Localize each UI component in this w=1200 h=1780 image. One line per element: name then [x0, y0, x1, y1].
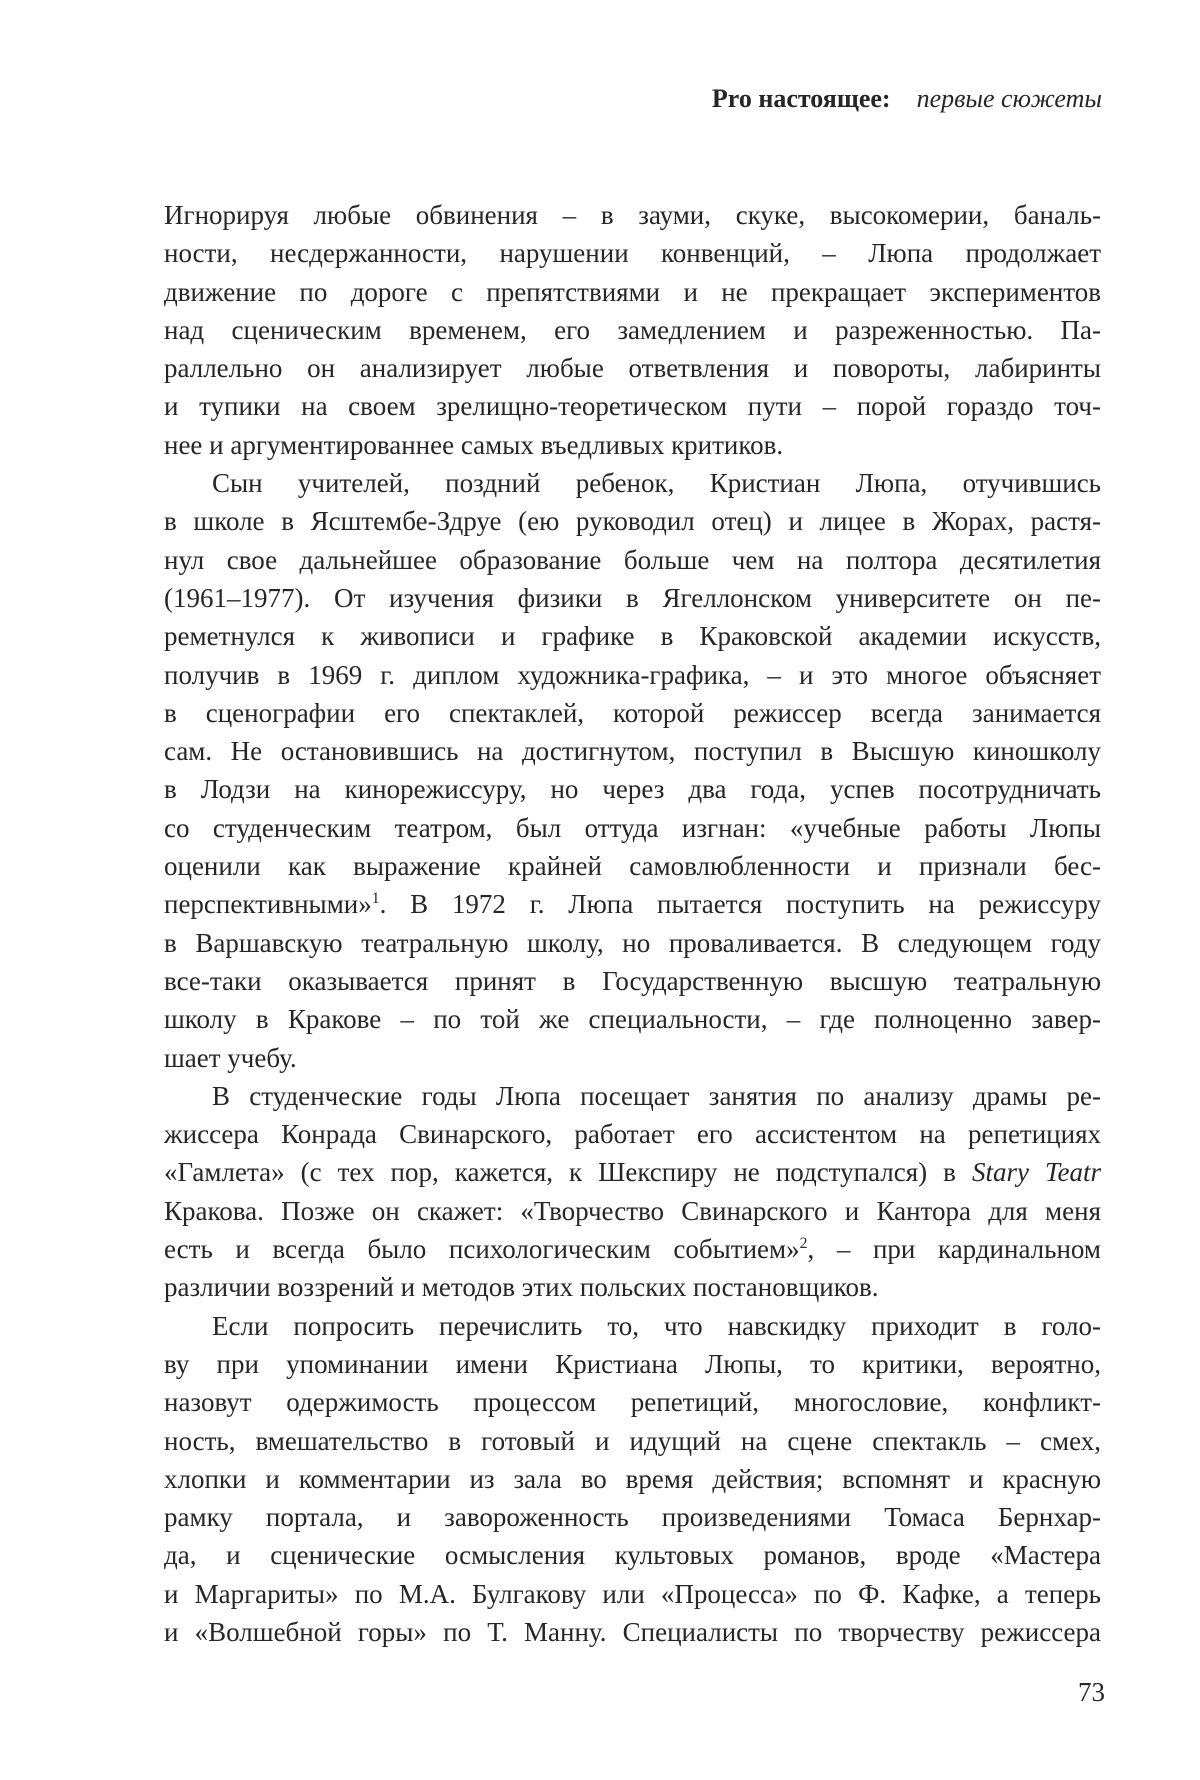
text-line: [164, 234, 1101, 272]
text-line: [164, 847, 1101, 885]
text-segment: есть и всегда было психологическим событием»: [164, 1234, 800, 1265]
text-line: [164, 311, 1101, 349]
text-line: [164, 732, 1101, 770]
text-segment: ность, вмешательство в готовый и идущий на сцене спектакль – смех,: [164, 1425, 1101, 1456]
text-segment: в сценографии его спектаклей, которой режиссер всегда занимается: [164, 697, 1101, 728]
paragraph: [164, 1077, 1101, 1307]
text-line: [164, 809, 1101, 847]
text-segment: Сын учителей, поздний ребенок, Кристиан Люпа, отучившись: [212, 468, 1101, 499]
text-line: [164, 656, 1101, 694]
text-line: [164, 962, 1101, 1000]
paragraph: [164, 464, 1101, 1077]
text-segment: сам. Не остановившись на достигнутом, поступил в Высшую киношколу: [164, 736, 1101, 767]
text-line: [164, 1422, 1101, 1460]
page-text: [164, 196, 1101, 1651]
text-segment: нул свое дальнейшее образование больше чем на полтора десятилетия: [164, 544, 1101, 575]
text-segment: Кракова. Позже он скажет: «Творчество Свинарского и Кантора для меня: [164, 1195, 1101, 1226]
text-segment: нее и аргументированнее самых въедливых критиков.: [164, 429, 784, 460]
text-segment: хлопки и комментарии из зала во время действия; вспомнят и красную: [164, 1463, 1101, 1494]
text-segment: движение по дороге с препятствиями и не прекращает экспериментов: [164, 276, 1101, 307]
text-line: [164, 1575, 1101, 1613]
paragraph: [164, 1307, 1101, 1652]
text-line: [164, 1536, 1101, 1574]
text-line: [164, 196, 1101, 234]
running-header: [712, 84, 1102, 114]
text-segment: «Гамлета» (с тех пор, кажется, к Шекспиру не подступался) в: [164, 1157, 972, 1188]
text-segment: . В 1972 г. Люпа пытается поступить на режиссуру: [379, 889, 1101, 920]
running-header-series: Pro настоящее:: [711, 84, 891, 113]
text-line: [164, 349, 1101, 387]
text-segment: получив в 1969 г. диплом художника-графика, – и это многое объясняет: [164, 659, 1101, 690]
text-segment: перспективными»: [164, 889, 372, 920]
text-segment: шает учебу.: [164, 1042, 297, 1073]
text-line: [164, 1307, 1101, 1345]
text-segment: жиссера Конрада Свинарского, работает его ассистентом на репетициях: [164, 1119, 1101, 1150]
text-line: [164, 694, 1101, 732]
text-segment: В студенческие годы Люпа посещает занятия по анализу драмы ре-: [212, 1080, 1101, 1111]
text-line: [164, 1230, 1101, 1268]
text-line: [164, 1345, 1101, 1383]
text-segment: ву при упоминании имени Кристиана Люпы, то критики, вероятно,: [164, 1348, 1101, 1379]
text-segment: над сценическим временем, его замедлением и разреженностью. Па-: [164, 314, 1101, 345]
text-segment: в школе в Ясштембе-Здруе (ею руководил отец) и лицее в Жорах, растя-: [164, 506, 1101, 537]
text-segment: назовут одержимость процессом репетиций, многословие, конфликт-: [164, 1387, 1101, 1418]
text-segment: различии воззрений и методов этих польских постановщиков.: [164, 1272, 879, 1303]
text-line: [164, 1192, 1101, 1230]
text-segment: рамку портала, и завороженность произведениями Томаса Бернхар-: [164, 1502, 1101, 1533]
text-segment: оценили как выражение крайней самовлюбленности и признали бес-: [164, 851, 1101, 882]
text-segment: со студенческим театром, был оттуда изгнан: «учебные работы Люпы: [164, 812, 1101, 843]
text-line: [164, 1000, 1101, 1038]
text-segment: и тупики на своем зрелищно-теоретическом пути – порой гораздо точ-: [164, 391, 1101, 422]
text-line: [164, 1077, 1101, 1115]
text-line: [164, 502, 1101, 540]
text-segment: и «Волшебной горы» по Т. Манну. Специалисты по творчеству режиссера: [164, 1616, 1101, 1647]
text-segment: школу в Кракове – по той же специальности, – где полноценно завер-: [164, 1004, 1101, 1035]
text-segment: все-таки оказывается принят в Государственную высшую театральную: [164, 965, 1101, 996]
text-line: [164, 1613, 1101, 1651]
text-line: [164, 426, 1101, 464]
text-line: [164, 387, 1101, 425]
text-segment: и Маргариты» по М.А. Булгакову или «Процесса» по Ф. Кафке, а теперь: [164, 1578, 1101, 1609]
text-segment: Если попросить перечислить то, что навскидку приходит в голо-: [212, 1310, 1101, 1341]
text-line: [164, 579, 1101, 617]
text-line: [164, 541, 1101, 579]
text-segment: ности, несдержанности, нарушении конвенций, – Люпа продолжает: [164, 238, 1101, 269]
text-line: [164, 1268, 1101, 1306]
text-line: [164, 770, 1101, 808]
text-line: [164, 617, 1101, 655]
text-segment: (1961–1977). От изучения физики в Ягеллонском университете он пе-: [164, 582, 1101, 613]
text-line: [164, 1115, 1101, 1153]
paragraph: [164, 196, 1101, 464]
text-line: [164, 273, 1101, 311]
page-number: 73: [1078, 1677, 1105, 1707]
text-segment: в Варшавскую театральную школу, но проваливается. В следующем году: [164, 927, 1101, 958]
text-line: [164, 885, 1101, 923]
text-segment: в Лодзи на кинорежиссуру, но через два года, успев посотрудничать: [164, 774, 1101, 805]
text-segment: , – при кардинальном: [807, 1234, 1101, 1265]
footnote-marker: 2: [799, 1235, 808, 1253]
footnote-marker: 1: [371, 890, 380, 908]
running-header-section: первые сюжеты: [916, 84, 1102, 113]
text-line: [164, 1498, 1101, 1536]
text-segment: реметнулся к живописи и графике в Краковской академии искусств,: [164, 621, 1101, 652]
text-line: [164, 1383, 1101, 1421]
text-line: [164, 1153, 1101, 1191]
text-segment: да, и сценические осмысления культовых романов, вроде «Мастера: [164, 1540, 1101, 1571]
text-segment: Stary Teatr: [971, 1157, 1101, 1188]
text-line: [164, 924, 1101, 962]
text-line: [164, 1460, 1101, 1498]
text-line: [164, 464, 1101, 502]
text-segment: раллельно он анализирует любые ответвления и повороты, лабиринты: [164, 353, 1101, 384]
text-line: [164, 1039, 1101, 1077]
text-segment: Игнорируя любые обвинения – в зауми, скуке, высокомерии, баналь-: [164, 200, 1101, 230]
